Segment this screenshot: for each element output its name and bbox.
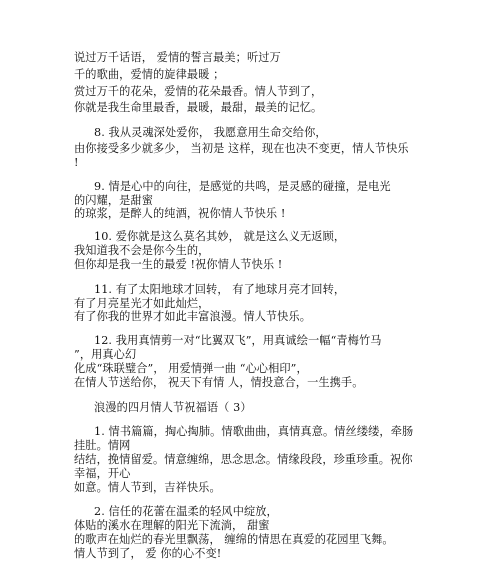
text-line: 我知道我不会是你今生的， — [74, 244, 210, 257]
text-line: ! — [74, 156, 79, 169]
text-line: 在情人节送给你， 祝天下有情 人，情投意合，一生携手。 — [74, 376, 364, 389]
item-8-line: 8. 我从灵魂深处爱你， 我愿意用生命交给你， — [94, 126, 327, 139]
item-10-line: 10. 爱你就是这么莫名其妙， 就是这么义无返顾， — [94, 230, 346, 243]
text-line: 的闪耀，是甜蜜 — [74, 194, 154, 207]
text-line: 如意。情人节到，吉祥快乐。 — [74, 481, 221, 494]
item-2-line: 2. 信任的花蕾在温柔的轻风中绽放， — [94, 505, 278, 518]
item-11-line: 11. 有了太阳地球才回转， 有了地球月亮才回转， — [94, 283, 346, 296]
text-line: 你就是我生命里最香，最暖，最甜，最美的记忆。 — [74, 101, 323, 114]
text-line: 有了你我的世界才如此丰富浪漫。情人节快乐。 — [74, 310, 312, 323]
text-line: 化成“珠联璧合”， 用爱情弹一曲 “心心相印”， — [74, 362, 308, 375]
text-line: 有了月亮星光才如此灿烂， — [74, 297, 210, 310]
text-line: ”，用真心幻 — [74, 348, 137, 361]
item-1-line: 1. 情书篇篇，掏心掏肺。情歌曲曲，真情真意。情丝缕缕，牵肠 — [94, 425, 414, 438]
text-line: 幸福，开心 — [74, 467, 131, 480]
text-line: 千的歌曲，爱情的旋律最暖 ； — [74, 68, 225, 81]
text-line: 由你接受多少就多少， 当初是 这样，现在也决不变更，情人节快乐 — [74, 142, 409, 155]
text-line: 情人节到了， 爱 你的心不变! — [74, 547, 222, 560]
text-line: 体贴的溪水在理解的阳光下流淌， 甜蜜 — [74, 519, 270, 532]
text-line: 说过万千话语， 爱情的誓言最美；听过万 — [74, 51, 281, 64]
text-line: 的琼浆，是醉人的纯酒，祝你情人节快乐 ! — [74, 207, 286, 220]
text-line: 赏过万千的花朵，爱情的花朵最香。情人节到了， — [74, 85, 323, 98]
item-12-line: 12. 我用真情剪一对“比翼双飞”，用真诚绘一幅“青梅竹马 — [94, 334, 382, 347]
text-line: 的歌声在灿烂的春光里飘荡， 缠绵的情思在真爱的花园里飞舞。 — [74, 533, 394, 546]
item-9-line: 9. 情是心中的向往，是感觉的共鸣，是灵感的碰撞，是电光 — [94, 180, 391, 193]
text-line: 结结，挽情留爱。情意缠绵，思念思念。情缘段段，珍重珍重。祝你 — [74, 453, 413, 466]
text-line: 但你却是我一生的最爱 !祝你情人节快乐 ! — [74, 258, 283, 271]
section-heading: 浪漫的四月情人节祝福语（ 3） — [94, 401, 252, 414]
text-line: 挂肚。情网 — [74, 439, 131, 452]
